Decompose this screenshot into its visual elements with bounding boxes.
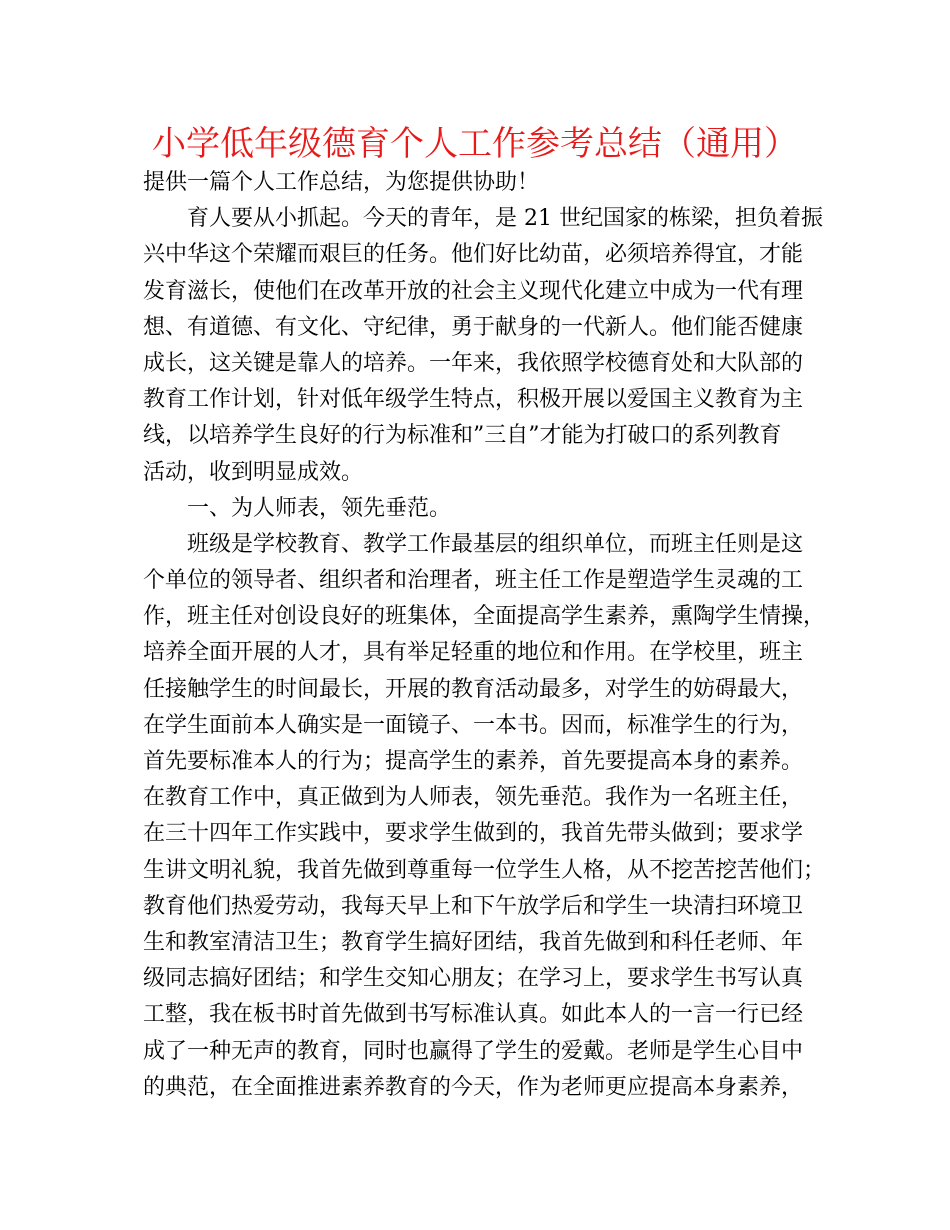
text-line: 线，以培养学生良好的行为标准和”三自”才能为打破口的系列教育	[143, 423, 782, 449]
text-line: 想、有道德、有文化、守纪律，勇于献身的一代新人。他们能否健康	[143, 314, 804, 340]
text-line: 教育工作计划，针对低年级学生特点，积极开展以爱国主义教育为主	[143, 387, 804, 413]
text-line: 任接触学生的时间最长，开展的教育活动最多，对学生的妨碍最大，	[143, 676, 804, 702]
paragraph-first-line: 班级是学校教育、教学工作最基层的组织单位，而班主任则是这	[187, 531, 804, 557]
document-body	[143, 165, 826, 1106]
text-line: 级同志搞好团结；和学生交知心朋友；在学习上，要求学生书写认真	[143, 966, 804, 992]
text-line: 作，班主任对创设良好的班集体，全面提高学生素养，熏陶学生情操，	[143, 604, 826, 630]
text-line: 教育他们热爱劳动，我每天早上和下午放学后和学生一块清扫环境卫	[143, 893, 804, 919]
text-line: 在三十四年工作实践中，要求学生做到的，我首先带头做到；要求学	[143, 821, 804, 847]
text-line: 工整，我在板书时首先做到书写标准认真。如此本人的一言一行已经	[143, 1002, 804, 1028]
text-line: 培养全面开展的人才，具有举足轻重的地位和作用。在学校里，班主	[143, 640, 804, 666]
text-line: 个单位的领导者、组织者和治理者，班主任工作是塑造学生灵魂的工	[143, 568, 804, 594]
text-line: 活动，收到明显成效。	[143, 459, 364, 485]
text-line: 成了一种无声的教育，同时也赢得了学生的爱戴。老师是学生心目中	[143, 1038, 804, 1064]
text-line: 的典范，在全面推进素养教育的今天，作为老师更应提高本身素养，	[143, 1074, 804, 1100]
text-line: 在学生面前本人确实是一面镜子、一本书。因而，标准学生的行为，	[143, 712, 804, 738]
document-title: 小学低年级德育个人工作参考总结（通用）	[152, 124, 798, 164]
text-line: 发育滋长，使他们在改革开放的社会主义现代化建立中成为一代有理	[143, 278, 804, 304]
text-line: 兴中华这个荣耀而艰巨的任务。他们好比幼苗，必须培养得宜，才能	[143, 242, 804, 268]
text-line: 在教育工作中，真正做到为人师表，领先垂范。我作为一名班主任，	[143, 785, 804, 811]
text-line: 生和教室清洁卫生；教育学生搞好团结，我首先做到和科任老师、年	[143, 929, 804, 955]
text-line: 提供一篇个人工作总结，为您提供协助！	[143, 170, 540, 195]
paragraph-first-line: 育人要从小抓起。今天的青年，是 21 世纪国家的栋梁，担负着振	[187, 206, 823, 232]
paragraph-first-line: 一、为人师表，领先垂范。	[187, 495, 452, 521]
text-line: 生讲文明礼貌，我首先做到尊重每一位学生人格，从不挖苦挖苦他们；	[143, 857, 826, 883]
text-line: 首先要标准本人的行为；提高学生的素养，首先要提高本身的素养。	[143, 749, 804, 774]
text-line: 成长，这关键是靠人的培养。一年来，我依照学校德育处和大队部的	[143, 350, 804, 376]
